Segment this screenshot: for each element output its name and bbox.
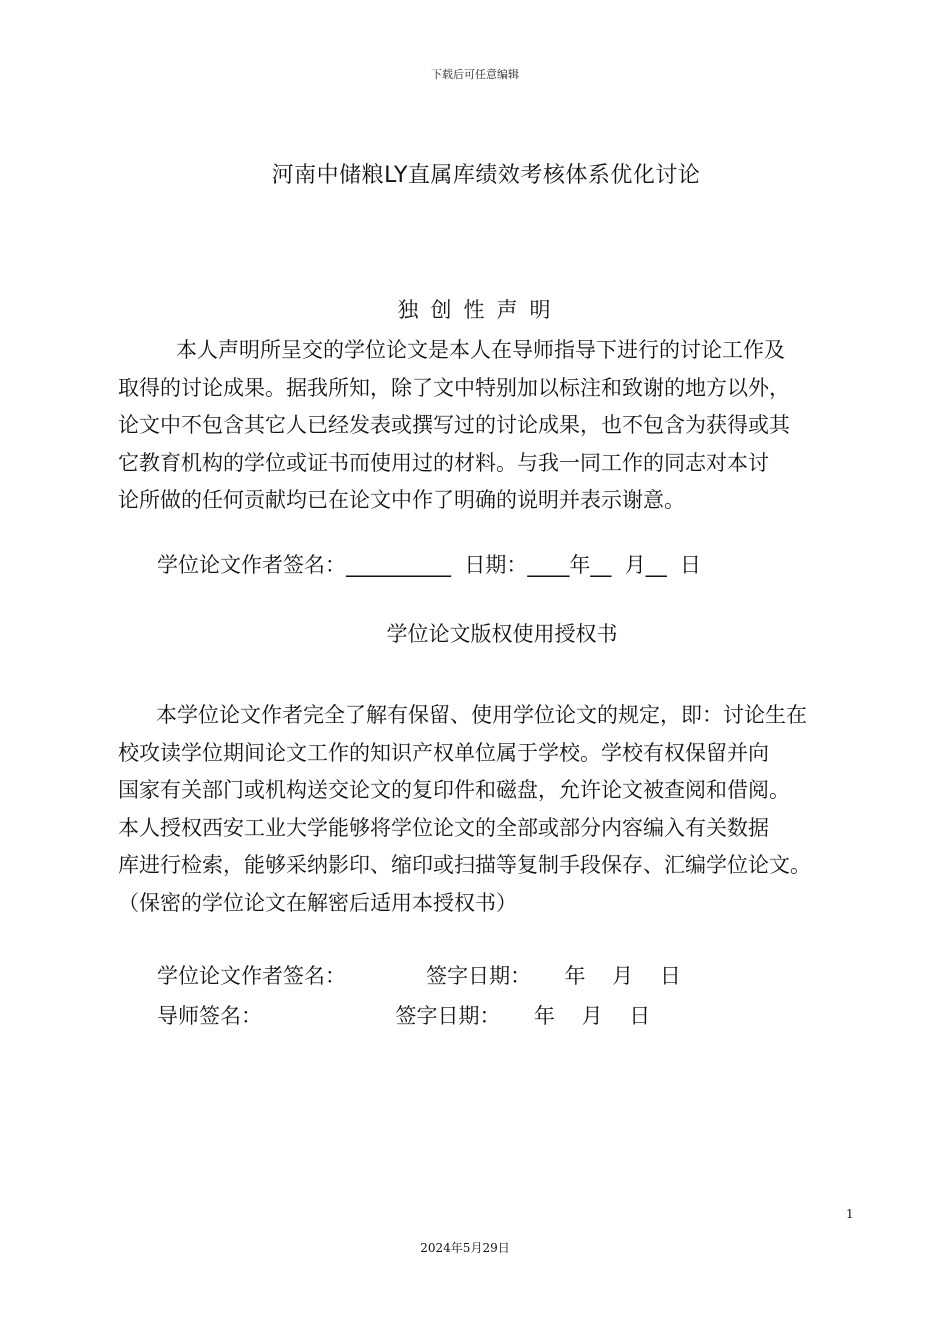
declaration-heading: 独创性声明 (397, 298, 563, 322)
page-header-note: 下载后可任意编辑 (431, 68, 519, 81)
authorization-heading: 学位论文版权使用授权书 (386, 622, 618, 646)
page-number: 1 (846, 1207, 854, 1221)
authorization-paragraph (118, 697, 858, 922)
declaration-line: 论文中不包含其它人已经发表或撰写过的讨论成果，也不包含为获得或其 (118, 413, 790, 437)
declaration-line: 取得的讨论成果。据我所知，除了文中特别加以标注和致谢的地方以外， (118, 375, 790, 400)
declaration-line: 本人声明所呈交的学位论文是本人在导师指导下进行的讨论工作及 (176, 338, 785, 362)
advisor-signature-line: 导师签名： 签字日期： 年 月 日 (157, 1004, 651, 1028)
authorization-line: 本学位论文作者完全了解有保留、使用学位论文的规定，即：讨论生在 (156, 703, 807, 727)
authorization-line: （保密的学位论文在解密后适用本授权书） (118, 890, 517, 915)
author-signature-line: 学位论文作者签名： 签字日期： 年 月 日 (157, 964, 681, 988)
declaration-line: 它教育机构的学位或证书而使用过的材料。与我一同工作的同志对本讨 (118, 450, 769, 475)
authorization-line: 校攻读学位期间论文工作的知识产权单位属于学校。学校有权保留并向 (118, 740, 769, 765)
authorization-line: 库进行检索，能够采纳影印、缩印或扫描等复制手段保存、汇编学位论文。 (118, 853, 811, 877)
declaration-paragraph (118, 332, 858, 520)
declaration-line: 论所做的任何贡献均已在论文中作了明确的说明并表示谢意。 (118, 488, 685, 512)
authorization-line: 国家有关部门或机构送交论文的复印件和磁盘，允许论文被查阅和借阅。 (118, 778, 790, 802)
document-title: 河南中储粮LY直属库绩效考核体系优化讨论 (271, 163, 701, 188)
authorization-line: 本人授权西安工业大学能够将学位论文的全部或部分内容编入有关数据 (118, 815, 769, 840)
declaration-signature-line: 学位论文作者签名：__________ 日期：____年__ 月__ 日 (157, 553, 702, 577)
footer-date: 2024年5月29日 (420, 1241, 510, 1255)
